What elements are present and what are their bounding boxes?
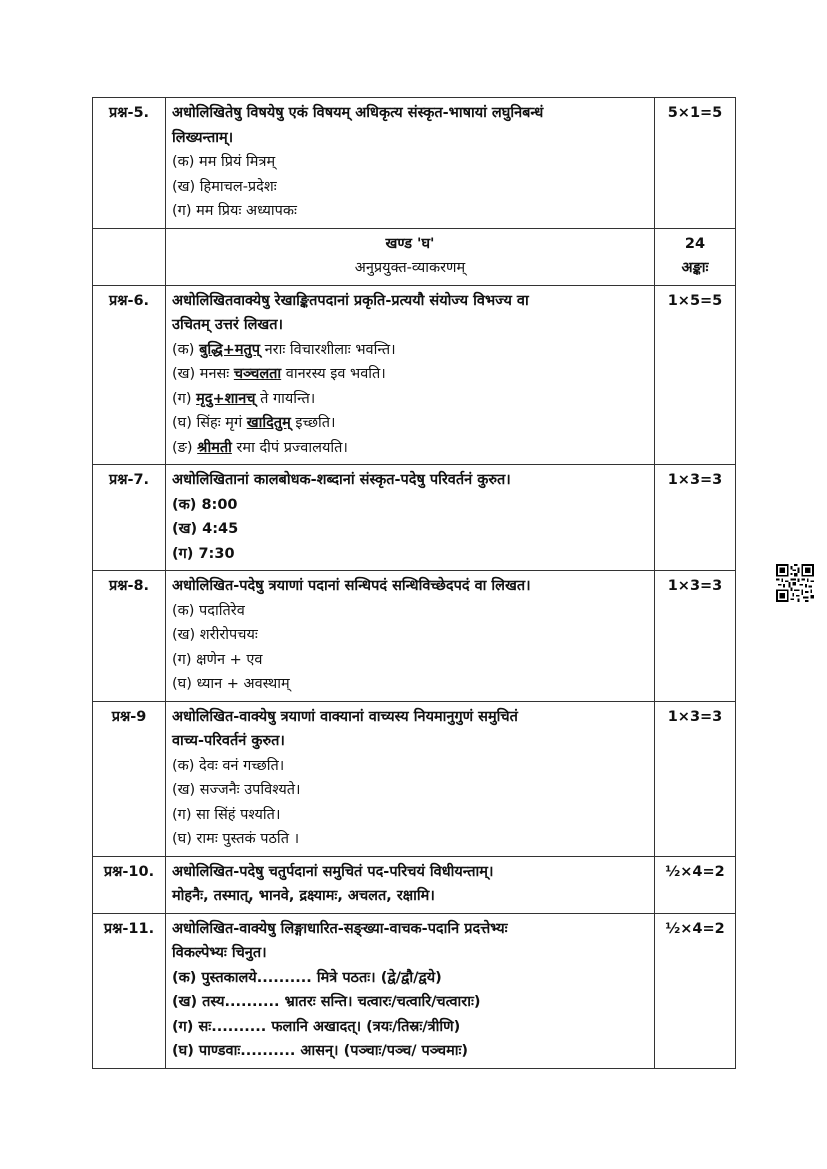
- marks-cell: ½×4=2: [655, 856, 736, 913]
- question-text: अधोलिखित-पदेषु चतुर्पदानां समुचितं पद-परिचयं विधीयन्ताम्।: [172, 863, 494, 880]
- option-item: (क) बुद्धि+मतुप् नराः विचारशीलाः भवन्ति।: [172, 341, 396, 358]
- option-item: (ग) सा सिंहं पश्यति।: [172, 806, 281, 823]
- option-item: (ख) मनसः चञ्चलता वानरस्य इव भवति।: [172, 366, 386, 382]
- question-body: [166, 913, 655, 1068]
- question-number: प्रश्न-9: [93, 701, 166, 856]
- qr-code-icon: [776, 564, 814, 602]
- underlined-word: मृदु+शानच्: [196, 390, 256, 407]
- question-text: लिख्यन्ताम्।: [172, 129, 234, 146]
- question-number: प्रश्न-6.: [93, 285, 166, 465]
- question-row-6: [93, 285, 736, 465]
- question-body: [166, 701, 655, 856]
- section-header-row: [93, 228, 736, 285]
- marks-cell: 1×3=3: [655, 701, 736, 856]
- question-body: [166, 285, 655, 465]
- section-title-cell: [166, 228, 655, 285]
- question-body: [166, 856, 655, 913]
- section-marks-label: अङ्काः: [681, 260, 709, 276]
- option-item: (क) मम प्रियं मित्रम्: [172, 154, 276, 170]
- option-item: (क) पुस्तकालये.......... मित्रे पठतः। (द्वे/द्वौ/द्वये): [172, 969, 442, 986]
- question-number: प्रश्न-11.: [93, 913, 166, 1068]
- option-item: (ख) 4:45: [172, 521, 239, 537]
- question-text: अधोलिखितवाक्येषु रेखाङ्कितपदानां प्रकृति-प्रत्ययौ संयोज्य विभज्य वा: [172, 292, 529, 309]
- option-item: (क) 8:00: [172, 496, 238, 513]
- question-body: [166, 571, 655, 702]
- question-row-8: [93, 571, 736, 702]
- section-marks: 24: [684, 235, 706, 252]
- marks-cell: ½×4=2: [655, 913, 736, 1068]
- section-subtitle: अनुप्रयुक्त-व्याकरणम्: [354, 260, 466, 276]
- option-item: (घ) सिंहः मृगं खादितुम् इच्छति।: [172, 415, 336, 431]
- question-text: विकल्पेभ्यः चिनुत।: [172, 945, 267, 961]
- underlined-word: बुद्धि+मतुप्: [199, 341, 261, 358]
- option-item: (ग) मम प्रियः अध्यापकः: [172, 203, 297, 219]
- option-item: (ग) क्षणेन + एव: [172, 651, 263, 668]
- question-row-10: [93, 856, 736, 913]
- question-number: प्रश्न-10.: [93, 856, 166, 913]
- option-item: (घ) ध्यान + अवस्थाम्: [172, 676, 290, 692]
- option-item: (ग) मृदु+शानच् ते गायन्ति।: [172, 390, 316, 407]
- empty-cell: [93, 228, 166, 285]
- question-body: [166, 465, 655, 571]
- option-item: (ख) सज्जनैः उपविश्यते।: [172, 782, 301, 798]
- question-row-9: [93, 701, 736, 856]
- question-text: अधोलिखित-पदेषु त्रयाणां पदानां सन्धिपदं सन्धिविच्छेदपदं वा लिखत।: [172, 578, 531, 594]
- question-text: मोहनैः, तस्मात्, भानवे, द्रक्ष्यामः, अचलत, रक्षामि।: [172, 888, 435, 904]
- section-title: खण्ड 'घ': [385, 235, 435, 252]
- underlined-word: चञ्चलता: [233, 366, 282, 382]
- question-number: प्रश्न-8.: [93, 571, 166, 702]
- option-item: (क) पदातिरेव: [172, 602, 245, 619]
- option-item: (क) देवः वनं गच्छति।: [172, 757, 285, 774]
- question-text: अधोलिखितानां कालबोधक-शब्दानां संस्कृत-पदेषु परिवर्तनं कुरुत।: [172, 472, 511, 488]
- question-number: प्रश्न-7.: [93, 465, 166, 571]
- option-item: (ङ) श्रीमती रमा दीपं प्रज्वालयति।: [172, 439, 348, 456]
- underlined-word: खादितुम्: [246, 415, 291, 431]
- option-item: (ख) तस्य.......... भ्रातरः सन्ति। चत्वारः/चत्वारि/चत्वाराः): [172, 994, 481, 1010]
- marks-cell: 1×3=3: [655, 465, 736, 571]
- section-marks-cell: [655, 228, 736, 285]
- question-row-5: [93, 98, 736, 229]
- question-text: अधोलिखित-वाक्येषु त्रयाणां वाक्यानां वाच्यस्य नियमानुगुणं समुचितं: [172, 708, 518, 725]
- underlined-word: श्रीमती: [197, 439, 232, 456]
- question-text: उचितम् उत्तरं लिखत।: [172, 317, 284, 333]
- question-text: वाच्य-परिवर्तनं कुरुत।: [172, 733, 285, 749]
- option-item: (घ) पाण्डवाः.......... आसन्। (पञ्चाः/पञ्च/ पञ्चमाः): [172, 1043, 469, 1059]
- question-row-11: [93, 913, 736, 1068]
- question-table: [92, 97, 736, 1069]
- option-item: (ग) सः.......... फलानि अखादत्। (त्रयः/तिस्रः/त्रीणि): [172, 1018, 461, 1035]
- question-text: अधोलिखितेषु विषयेषु एकं विषयम् अधिकृत्य संस्कृत-भाषायां लघुनिबन्धं: [172, 105, 544, 121]
- question-row-7: [93, 465, 736, 571]
- question-text: अधोलिखित-वाक्येषु लिङ्गाधारित-सङ्ख्या-वाचक-पदानि प्रदत्तेभ्यः: [172, 920, 508, 937]
- question-body: [166, 98, 655, 229]
- option-item: (ग) 7:30: [172, 545, 235, 562]
- marks-cell: 1×5=5: [655, 285, 736, 465]
- option-item: (ख) शरीरोपचयः: [172, 627, 258, 643]
- marks-cell: 5×1=5: [655, 98, 736, 229]
- option-item: (घ) रामः पुस्तकं पठति ।: [172, 831, 300, 847]
- marks-cell: 1×3=3: [655, 571, 736, 702]
- option-item: (ख) हिमाचल-प्रदेशः: [172, 178, 277, 195]
- question-number: प्रश्न-5.: [93, 98, 166, 229]
